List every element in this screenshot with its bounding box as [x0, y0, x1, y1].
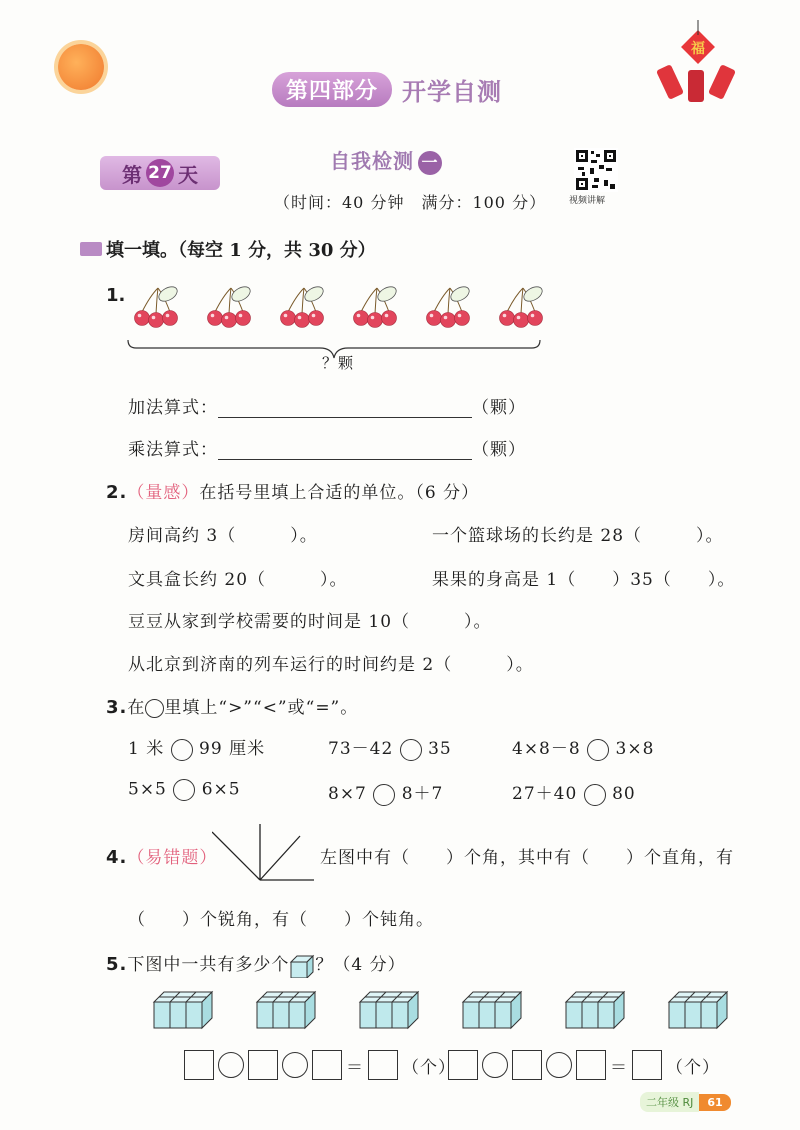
firecracker-decoration [648, 20, 748, 115]
q2-item: 一个篮球场的长约是 28（ ）。 [432, 526, 724, 546]
compare-left: 27＋40 [512, 784, 578, 804]
multiplication-answer-line[interactable] [218, 439, 472, 460]
qr-code-icon[interactable] [574, 148, 618, 192]
cube-block [463, 992, 521, 1028]
q2-item: 房间高约 3（ ）。 [128, 526, 318, 546]
answer-box[interactable] [632, 1050, 662, 1080]
compare-item [128, 734, 265, 761]
question-number: 4. [106, 847, 128, 868]
question-number: 3. [106, 697, 128, 718]
cube-blocks [150, 988, 730, 1032]
page-footer [640, 1092, 731, 1112]
addition-label: 加法算式： [128, 398, 218, 418]
compare-left: 1 米 [128, 739, 165, 759]
multiplication-label: 乘法算式： [128, 440, 218, 460]
question-5-heading [106, 950, 406, 978]
answer-box[interactable] [312, 1050, 342, 1080]
answer-box[interactable] [576, 1050, 606, 1080]
equals-sign: ＝ [610, 1057, 628, 1078]
q4-line1: 左图中有（ ）个角，其中有（ ）个直角，有 [320, 848, 734, 868]
compare-circle[interactable] [171, 739, 193, 761]
compare-right: 8＋7 [401, 784, 444, 804]
question-text: 里填上“>”“<”或“=”。 [164, 698, 359, 718]
section-mark [80, 242, 102, 256]
cube-block [360, 992, 418, 1028]
cherry-group [208, 284, 253, 328]
equation-left [184, 1050, 456, 1080]
compare-item [512, 779, 636, 806]
part-subtitle: 开学自测 [402, 77, 503, 106]
operator-circle[interactable] [218, 1052, 244, 1078]
unit-label: （个） [402, 1057, 456, 1078]
unit-label: （个） [666, 1057, 720, 1078]
qr-label: 视频讲解 [569, 196, 606, 206]
cube-icon [289, 954, 315, 978]
answer-box[interactable] [368, 1050, 398, 1080]
operator-circle[interactable] [546, 1052, 572, 1078]
equation-right [448, 1050, 720, 1080]
cube-block [257, 992, 315, 1028]
sun-decoration [58, 44, 104, 90]
cherry-group [427, 284, 472, 328]
compare-right: 6×5 [201, 779, 241, 800]
question-tag: （易错题） [127, 848, 218, 868]
q2-item: 文具盒长约 20（ ）。 [128, 570, 348, 590]
compare-item [512, 734, 654, 761]
multiplication-unit: （颗） [472, 440, 526, 460]
question-number: 2. [106, 482, 128, 503]
section-title: 填一填。（每空 1 分，共 30 分） [106, 240, 376, 261]
circle-symbol [145, 699, 164, 718]
q4-line2: （ ）个锐角，有（ ）个钝角。 [128, 910, 434, 930]
cherry-group [135, 284, 180, 328]
time-info: （时间：40 分钟 满分：100 分） [274, 193, 547, 212]
test-title-text: 自我检测 [330, 149, 414, 173]
compare-right: 99 厘米 [199, 739, 266, 759]
question-text: 下图中一共有多少个 [127, 955, 290, 975]
operator-circle[interactable] [482, 1052, 508, 1078]
compare-circle[interactable] [173, 779, 195, 801]
question-text: 在括号里填上合适的单位。（6 分） [199, 483, 480, 503]
compare-circle[interactable] [400, 739, 422, 761]
addition-row [128, 393, 526, 418]
compare-right: 3×8 [615, 739, 655, 759]
compare-left: 73－42 [328, 739, 394, 759]
cherry-group [500, 284, 545, 328]
compare-right: 80 [612, 784, 636, 804]
compare-item [328, 734, 452, 761]
q2-item: 从北京到济南的列车运行的时间约是 2（ ）。 [128, 655, 534, 675]
answer-box[interactable] [248, 1050, 278, 1080]
compare-item [128, 779, 241, 801]
question-tag: （量感） [127, 483, 200, 503]
grade-label: 二年级 RJ [640, 1092, 699, 1112]
question-3-heading [106, 693, 358, 718]
compare-circle[interactable] [373, 784, 395, 806]
question-number: 1. [106, 285, 126, 306]
part-banner [272, 72, 502, 106]
fu-character: 福 [691, 41, 705, 57]
compare-circle[interactable] [584, 784, 606, 806]
compare-left: 4×8－8 [512, 739, 581, 759]
compare-left: 5×5 [128, 779, 167, 800]
addition-answer-line[interactable] [218, 397, 472, 418]
day-tag-suffix: 天 [178, 162, 198, 187]
question-2-heading [106, 478, 479, 503]
day-number: 27 [146, 159, 174, 187]
addition-unit: （颗） [472, 398, 526, 418]
cube-block [669, 992, 727, 1028]
test-title-badge: 一 [418, 151, 442, 175]
cherry-group [354, 284, 399, 328]
day-tag-prefix: 第 [122, 162, 142, 187]
cube-block [566, 992, 624, 1028]
page-number: 61 [699, 1094, 730, 1111]
compare-left: 8×7 [328, 784, 367, 804]
question-4-heading [106, 843, 217, 868]
answer-box[interactable] [184, 1050, 214, 1080]
test-title [330, 145, 442, 175]
part-label: 第四部分 [272, 72, 392, 107]
compare-circle[interactable] [587, 739, 609, 761]
question-number: 5. [106, 954, 128, 975]
q2-item: 豆豆从家到学校需要的时间是 10（ ）。 [128, 612, 492, 632]
question-text: ？（4 分） [315, 955, 406, 975]
cherry-group [281, 284, 326, 328]
compare-item [328, 779, 443, 806]
day-tag [100, 156, 220, 190]
equals-sign: ＝ [346, 1057, 364, 1078]
q2-item: 果果的身高是 1（ ）35（ ）。 [432, 570, 736, 590]
operator-circle[interactable] [282, 1052, 308, 1078]
question-text: 在 [127, 698, 146, 718]
answer-box[interactable] [448, 1050, 478, 1080]
answer-box[interactable] [512, 1050, 542, 1080]
compare-right: 35 [428, 739, 452, 759]
cube-block [154, 992, 212, 1028]
section-heading [80, 236, 376, 262]
angle-figure [212, 822, 318, 884]
brace-label: ？颗 [322, 354, 355, 372]
multiplication-row [128, 435, 526, 460]
